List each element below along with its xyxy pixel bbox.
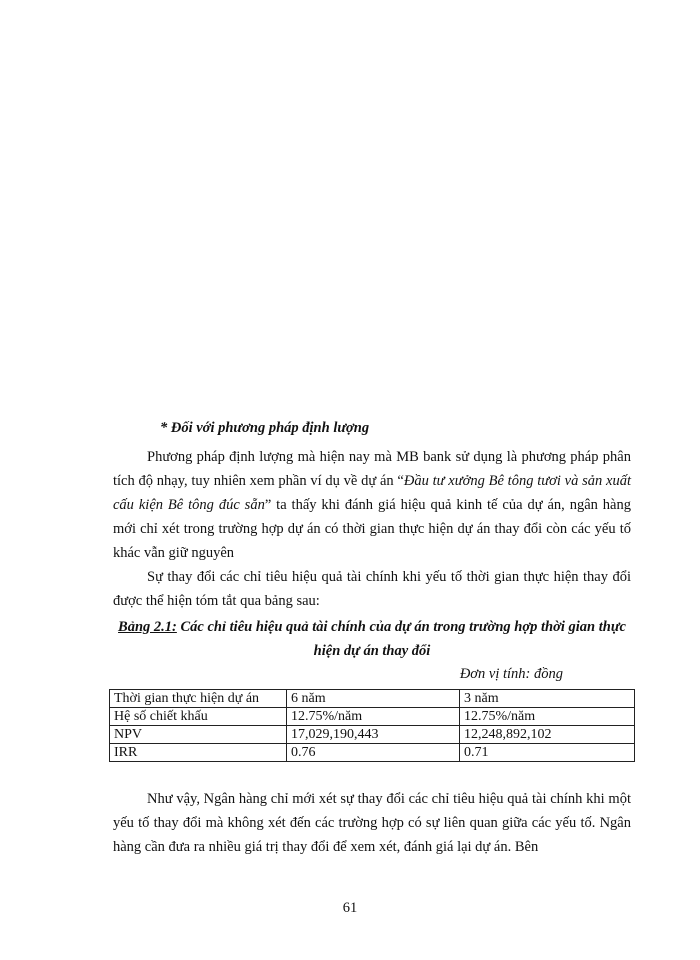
paragraph-1-text-start: Phương pháp định lượng mà hiện nay mà MB bank sử dụng là phương pháp phân tích độ nhạy, tuy nhiên xem phần ví dụ về dự án “ (113, 449, 631, 489)
table-row (110, 726, 635, 744)
table-cell: 0.71 (460, 744, 635, 762)
table-caption-label: Bảng 2.1: (118, 619, 177, 635)
table-row (110, 690, 635, 708)
paragraph-1-text-end: ” ta thấy khi đánh giá hiệu quả kinh tế của dự án, ngân hàng mới chỉ xét trong trường hợp dự án có thời gian thực hiện dự án thay đổi còn các yếu tố khác vẫn giữ nguyên (113, 497, 631, 561)
unit-note: Đơn vị tính: đồng (459, 666, 563, 682)
table-cell: Hệ số chiết khấu (110, 708, 287, 726)
table-cell: 17,029,190,443 (287, 726, 460, 744)
table-row (110, 708, 635, 726)
page-number: 61 (342, 900, 358, 916)
table-cell: 12.75%/năm (460, 708, 635, 726)
section-heading: * Đối với phương pháp định lượng (160, 420, 370, 436)
table-caption (113, 615, 631, 663)
table-cell: 12.75%/năm (287, 708, 460, 726)
paragraph-3: Như vậy, Ngân hàng chỉ mới xét sự thay đổi các chỉ tiêu hiệu quả tài chính khi một yếu tố thay đổi mà không xét đến các trường hợp có sự liên quan giữa các yếu tố. Ngân hàng cần đưa ra nhiều giá trị thay đổi để xem xét, đánh giá lại dự án. Bên (113, 791, 631, 855)
table-cell: 3 năm (460, 690, 635, 708)
page-content (113, 417, 631, 859)
table-caption-text: Các chỉ tiêu hiệu quả tài chính của dự án trong trường hợp thời gian thực hiện dự án thay đổi (176, 619, 626, 659)
table-row (110, 744, 635, 762)
table-cell: 6 năm (287, 690, 460, 708)
financial-indicators-table (109, 689, 635, 762)
table-cell: Thời gian thực hiện dự án (110, 690, 287, 708)
table-cell: 12,248,892,102 (460, 726, 635, 744)
paragraph-2: Sự thay đổi các chỉ tiêu hiệu quả tài chính khi yếu tố thời gian thực hiện thay đổi được thể hiện tóm tắt qua bảng sau: (113, 569, 631, 609)
table-cell: NPV (110, 726, 287, 744)
project-name: Đầu tư xưởng Bê tông tươi và sản xuất cấu kiện Bê tông đúc sẵn (113, 473, 631, 513)
table-cell: 0.76 (287, 744, 460, 762)
table-cell: IRR (110, 744, 287, 762)
paragraph-1 (113, 445, 631, 565)
